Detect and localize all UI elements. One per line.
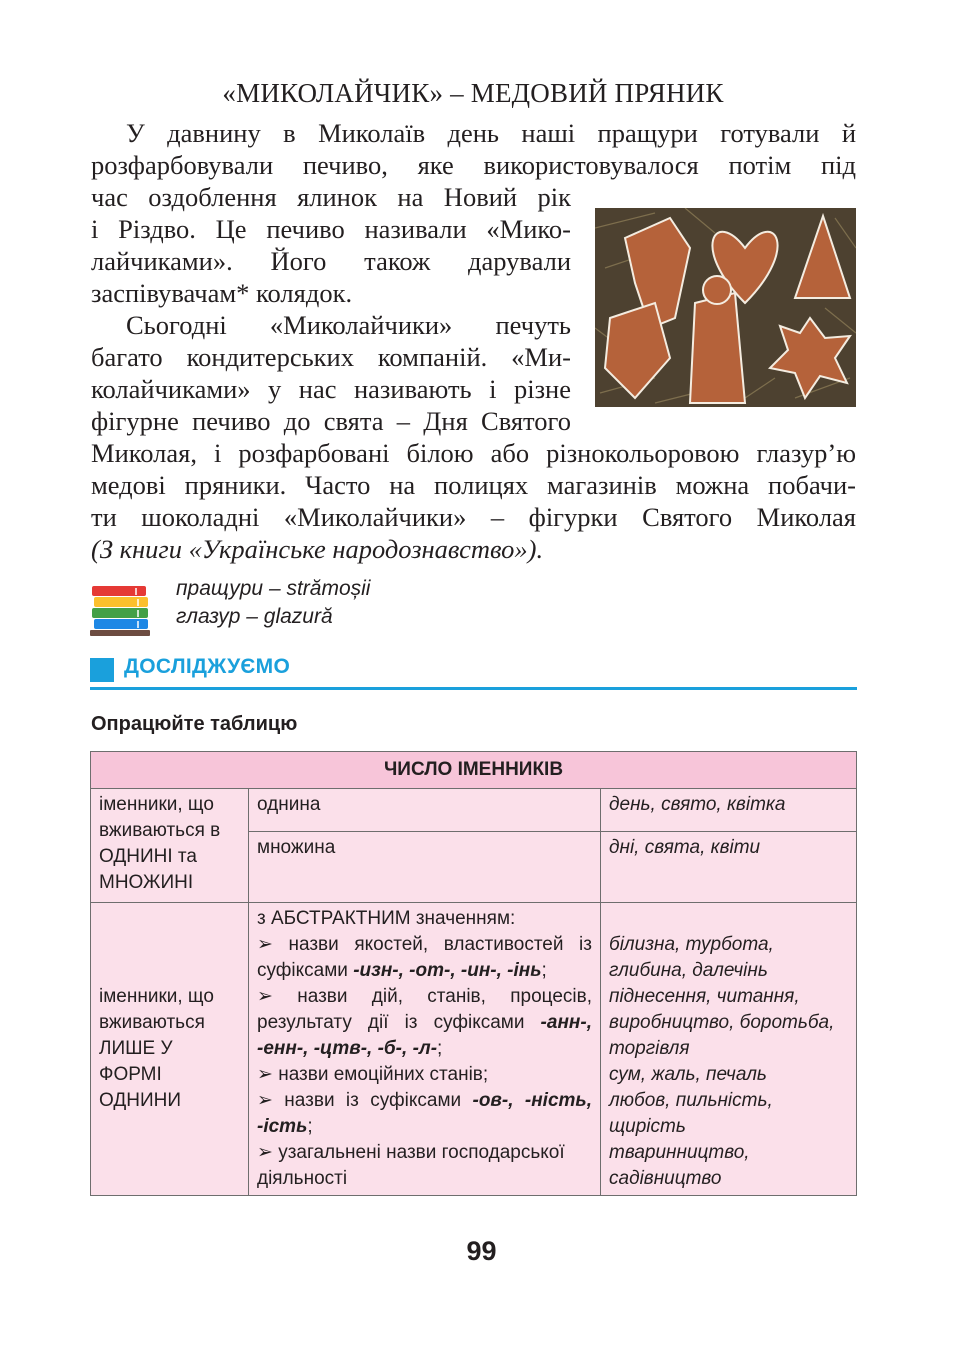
section-heading: ДОСЛІДЖУЄМО (124, 655, 291, 678)
text-line: багато кондитерських компаній. «Ми- (91, 342, 571, 372)
example-line: садівництво (609, 1168, 722, 1189)
text-line: розфарбовували печиво, яке використовувалося потім під (91, 150, 856, 180)
table-row (91, 903, 857, 1196)
example-line: щирість (609, 1116, 686, 1137)
gingerbread-cookies-photo (595, 208, 856, 407)
text-line (91, 533, 856, 565)
rule-item: ➢ назви емоційних станів; (257, 1064, 489, 1085)
source-citation: (З книги «Українське народознавство»). (91, 534, 544, 564)
page-title: «МИКОЛАЙЧИК» – МЕДОВИЙ ПРЯНИК (222, 78, 724, 108)
example-line: глибина, далечінь (609, 960, 768, 981)
example-line: виробництво, боротьба, (609, 1012, 835, 1033)
example-line: піднесення, читання, (609, 986, 800, 1007)
text-line: колайчиками» у нас називають і різне (91, 374, 571, 404)
text-line: медові пряники. Часто на полицях магазинів можна побачи- (91, 470, 856, 500)
page-number: 99 (466, 1236, 497, 1266)
form-cell: однина (249, 789, 601, 832)
glossary-item: пращури – strămoșii (176, 577, 371, 600)
glossary-item: глазур – glazură (176, 605, 333, 628)
rule-item: ➢ назви якостей, властивостей із суфіксами -изн-, -от-, -ин-, -інь; (257, 934, 592, 981)
text-line: У давнину в Миколаїв день наші пращури готували й (126, 118, 856, 148)
rule-item: ➢ назви дій, станів, процесів, результату дії із суфіксами -анн-, -енн-, -цтв-, -б-, -л-; (257, 986, 592, 1059)
group-label: іменники, що вживаються ЛИШЕ У ФОРМІ ОДНИНИ (91, 903, 249, 1196)
example-line: любов, пильність, (609, 1090, 773, 1111)
rule-intro: з АБСТРАКТНИМ значенням: (257, 908, 516, 929)
books-icon (90, 584, 152, 638)
table-row (91, 789, 857, 832)
noun-number-table (90, 751, 857, 1196)
text-line: час оздоблення ялинок на Новий рік (91, 182, 571, 212)
text-line: Миколая, і розфарбовані білою або різнокольоровою глазур’ю (91, 438, 856, 468)
examples-cell (601, 903, 857, 1196)
form-cell: множина (249, 832, 601, 903)
rule-item: ➢ узагальнені назви господарської діяльності (257, 1142, 565, 1189)
group-label: іменники, що вживаються в ОДНИНІ та МНОЖИНІ (91, 789, 249, 903)
section-marker (90, 658, 114, 682)
examples-cell: дні, свята, квіти (601, 832, 857, 903)
rule-item: ➢ назви із суфіксами -ов-, -ність, -ість; (257, 1090, 592, 1137)
example-line: білизна, турбота, (609, 934, 774, 955)
text-line: і Різдво. Це печиво називали «Мико- (91, 214, 571, 244)
table-header-row (91, 752, 857, 789)
text-line: ти шоколадні «Миколайчики» – фігурки Святого Миколая (91, 502, 856, 532)
example-line: сум, жаль, печаль (609, 1064, 767, 1085)
task-instruction: Опрацюйте таблицю (91, 713, 298, 735)
rules-cell (249, 903, 601, 1196)
example-line: тваринництво, (609, 1142, 750, 1163)
examples-cell: день, свято, квітка (601, 789, 857, 832)
text-line: фігурне печиво до свята – Дня Святого (91, 406, 571, 436)
text-line: заспівувачам* колядок. (91, 278, 353, 308)
table-header: ЧИСЛО ІМЕННИКІВ (91, 752, 857, 789)
text-line: Сьогодні «Миколайчики» печуть (126, 310, 571, 340)
text-line: лайчиками». Його також дарували (91, 246, 571, 276)
section-divider (90, 687, 857, 690)
example-line: торгівля (609, 1038, 690, 1059)
